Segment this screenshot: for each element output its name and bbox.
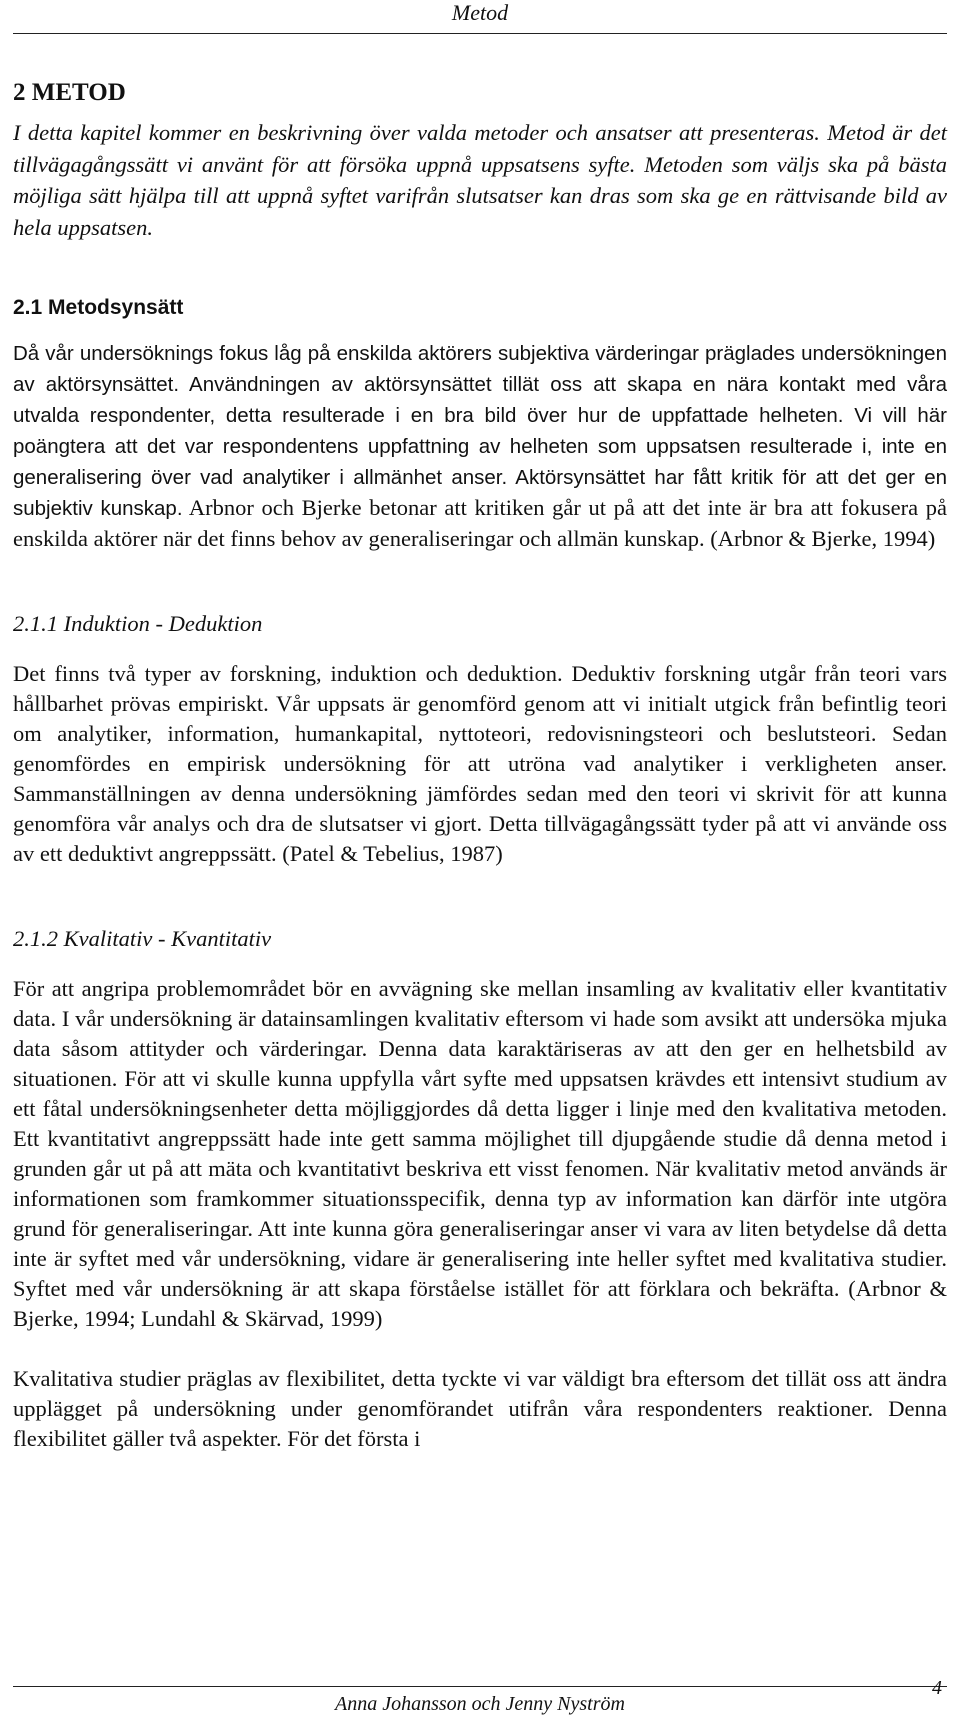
kvalitativ-paragraph-1: För att angripa problemområdet bör en avvägning ske mellan insamling av kvalitativ eller kvantitativ data. I vår undersökning är datainsamlingen kvalitativ eftersom vi hade som avsikt att undersöka mjuka data såsom attityder och värderingar. Denna data karaktäriseras av att den ger en helhetsbild av situationen. För att vi skulle kunna uppfylla vårt syfte med uppsatsen krävdes ett intensivt studium av ett fåtal undersökningsenheter detta möjliggjordes då detta ligger i linje med den kvalitativa metoden. Ett kvantitativt angreppssätt hade inte gett samma möjlighet till djupgående studie då denna metod i grunden går ut på att mäta och kvantitativt beskriva ett visst fenomen. När kvalitativ metod används är informationen som framkommer situationsspecifik, denna typ av information kan därför inte utgöra grund för generaliseringar. Att inte kunna göra generaliseringar anser vi vara av liten betydelse då detta inte är syftet med vår undersökning, vidare är generalisering inte heller syftet med kvalitativa studier. Syftet med vår undersökning är att skapa förståelse istället för att förklara och bekräfta. (Arbnor & Bjerke, 1994; Lundahl & Skärvad, 1999): [13, 976, 947, 1331]
metodsynsatt-text-serif: Arbnor och Bjerke betonar att kritiken går ut på att det inte är bra att fokusera på enskilda aktörer när det finns behov av generaliseringar och allmän kunskap. (Arbnor & Bjerke, 1994): [13, 495, 947, 551]
subsection-heading-kvalitativ: 2.1.2 Kvalitativ - Kvantitativ: [13, 926, 272, 951]
paragraph-gap: [13, 1334, 947, 1364]
subsection-heading-induktion: 2.1.1 Induktion - Deduktion: [13, 611, 263, 636]
chapter-heading: 2 METOD: [13, 79, 126, 106]
induktion-paragraph: Det finns två typer av forskning, induktion och deduktion. Deduktiv forskning utgår från teori vars hållbarhet prövas empiriskt. Vår uppsats är genomförd genom att vi initialt utgick från befintlig teori om analytiker, information, humankapital, nyttoteori, redovisningsteori och beslutsteori. Sedan genomfördes en empirisk undersökning för att utröna vad analytiker i verkligheten anser. Sammanställningen av denna undersökning jämfördes sedan med den teori vi skrivit för att kunna genomföra vår analys och dra de slutsatser vi gjort. Detta tillvägagångssätt tyder på att vi använde oss av ett deduktivt angreppssätt. (Patel & Tebelius, 1987): [13, 661, 947, 866]
footer-divider: [13, 1686, 947, 1687]
page-number: 4: [932, 1677, 942, 1699]
kvalitativ-paragraph-2: Kvalitativa studier präglas av flexibilitet, detta tyckte vi var väldigt bra eftersom det tillät oss att ändra upplägget på undersökning under genomförandet utifrån våra respondenters reaktioner. Denna flexibilitet gäller två aspekter. För det första i: [13, 1366, 947, 1451]
header-divider: [13, 33, 947, 34]
running-header: Metod: [451, 0, 509, 25]
page-content: [13, 74, 947, 1454]
footer-authors: Anna Johansson och Jenny Nyström: [335, 1693, 625, 1715]
metodsynsatt-paragraph: [13, 338, 947, 554]
chapter-intro: I detta kapitel kommer en beskrivning över valda metoder och ansatser att presenteras. Metod är det tillvägagångssätt vi använt för att försöka uppnå uppsatsens syfte. Metoden som väljs ska på bästa möjliga sätt hjälpa till att uppnå syftet varifrån slutsatser kan dras som ska ge en rättvisande bild av hela uppsatsen.: [13, 120, 947, 240]
section-heading-metodsynsatt: 2.1 Metodsynsätt: [13, 296, 184, 319]
metodsynsatt-text-sans: Då vår undersöknings fokus låg på enskilda aktörers subjektiva värderingar präglades undersökningen av aktörsynsättet. Användningen av aktörsynsättet tillät oss att skapa en nära kontakt med våra utvalda respondenter, detta resulterade i en bra bild över hur de uppfattade helheten. Vi vill här poängtera att det var respondentens uppfattning av helheten som uppsatsen resulterade i, inte en generalisering över vad analytiker i allmänhet anser. Aktörsynsättet har fått kritik för att det ger en subjektiv kunskap.: [13, 342, 947, 520]
